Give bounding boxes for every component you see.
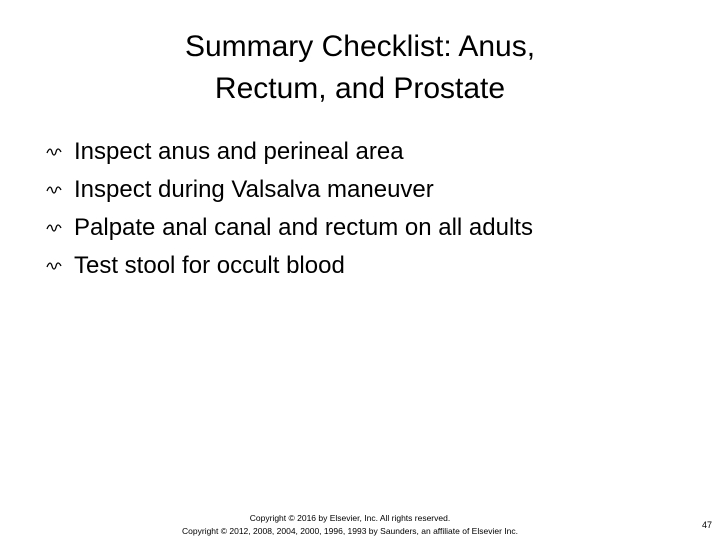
bullet-text: Test stool for occult blood <box>74 252 345 279</box>
copyright-line-2: Copyright © 2012, 2008, 2004, 2000, 1996, 1993 by Saunders, an affiliate of Elsevier Inc. <box>182 526 518 536</box>
page-number: 47 <box>701 520 712 530</box>
wave-bullet-icon <box>46 133 64 171</box>
bullet-item <box>46 209 533 247</box>
bullet-item <box>46 133 533 171</box>
bullet-text: Inspect during Valsalva maneuver <box>74 176 434 203</box>
bullet-item <box>46 171 533 209</box>
slide-title <box>60 26 660 110</box>
wave-bullet-icon <box>46 247 64 285</box>
slide-title-line-2: Rectum, and Prostate <box>214 72 506 105</box>
copyright-footer <box>140 512 560 538</box>
slide-title-line-1: Summary Checklist: Anus, <box>184 30 536 63</box>
bullet-list <box>46 133 533 285</box>
bullet-text: Palpate anal canal and rectum on all adults <box>74 214 533 241</box>
bullet-item <box>46 247 533 285</box>
wave-bullet-icon <box>46 171 64 209</box>
wave-bullet-icon <box>46 209 64 247</box>
bullet-text: Inspect anus and perineal area <box>74 138 404 165</box>
copyright-line-1: Copyright © 2016 by Elsevier, Inc. All rights reserved. <box>249 513 451 523</box>
